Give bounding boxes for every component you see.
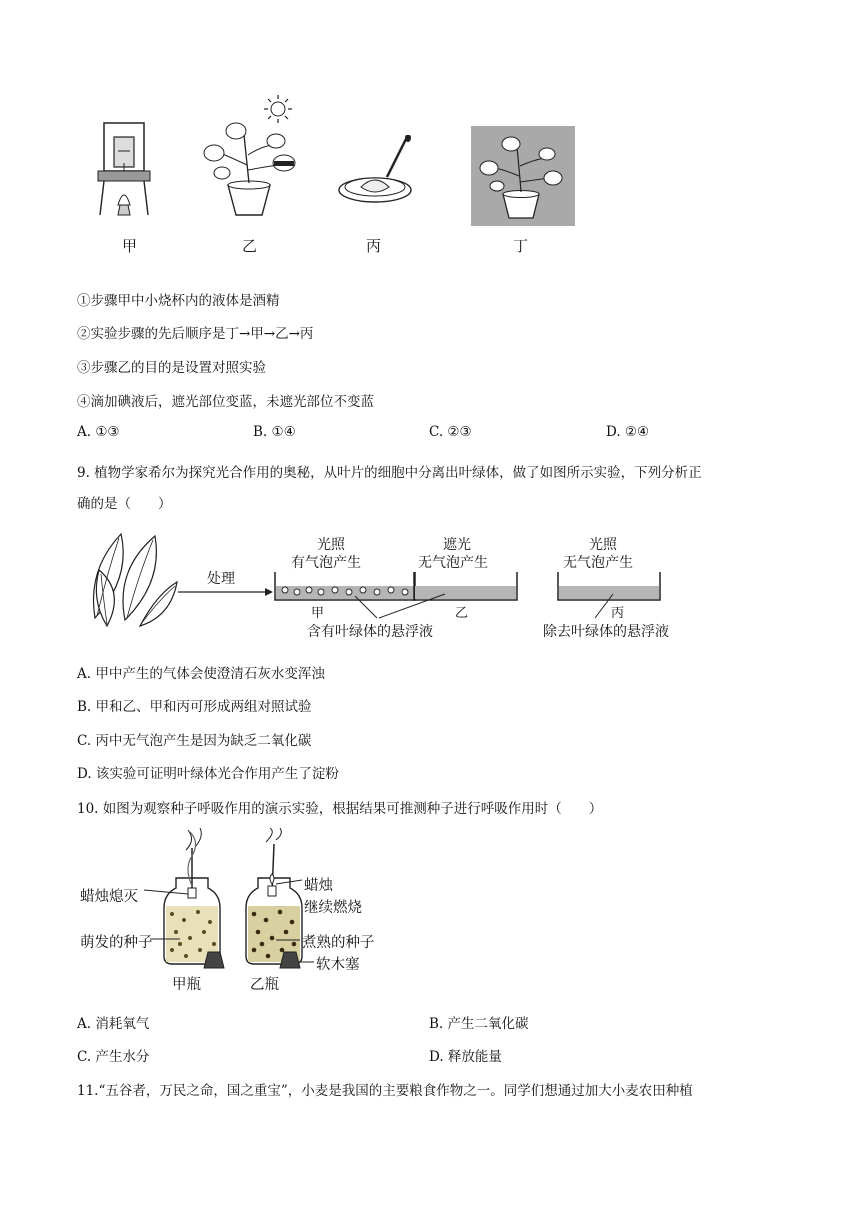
label-bottle-jia: 甲瓶 <box>172 977 201 993</box>
dish-jia-middle: 有气泡产生 <box>291 555 361 571</box>
dish-bing-bottom: 丙 <box>611 606 625 621</box>
label-with-chloroplast: 含有叶绿体的悬浮液 <box>307 624 433 640</box>
dish-yi-bottom: 乙 <box>455 606 469 621</box>
step-ding-illustration <box>471 126 575 226</box>
step-bing-illustration <box>335 135 420 215</box>
figure-seed-respiration <box>80 828 390 998</box>
q8-option-d[interactable]: D. ②④ <box>606 424 650 440</box>
q8-statement-4: ④滴加碘液后，遮光部位变蓝，未遮光部位不变蓝 <box>77 394 374 410</box>
q9-stem-line2: 确的是（ ） <box>77 496 172 512</box>
figure-hill-experiment <box>85 530 685 645</box>
q8-option-c[interactable]: C. ②③ <box>429 424 472 440</box>
q9-option-a[interactable]: A. 甲中产生的气体会使澄清石灰水变浑浊 <box>77 666 325 682</box>
step-ding-label: 丁 <box>513 237 529 255</box>
q9-option-c[interactable]: C. 丙中无气泡产生是因为缺乏二氧化碳 <box>77 733 312 749</box>
dish-bing-middle: 无气泡产生 <box>563 555 633 571</box>
label-germinating-seeds: 萌发的种子 <box>80 935 153 951</box>
label-boiled-seeds: 煮熟的种子 <box>302 935 375 951</box>
label-candle-out: 蜡烛熄灭 <box>80 889 138 905</box>
step-yi-illustration <box>200 95 310 220</box>
process-label: 处理 <box>207 571 235 587</box>
step-yi-label: 乙 <box>242 237 258 255</box>
step-jia-label: 甲 <box>122 237 138 255</box>
dish-jia-bottom: 甲 <box>311 606 325 621</box>
q11-stem: 11.“五谷者，万民之命，国之重宝”，小麦是我国的主要粮食作物之一。同学们想通过加大小麦农田种植 <box>77 1083 693 1099</box>
q8-statement-3: ③步骤乙的目的是设置对照实验 <box>77 360 266 376</box>
dish-yi-middle: 无气泡产生 <box>418 555 488 571</box>
label-keeps-burning: 继续燃烧 <box>304 900 362 916</box>
q9-option-b[interactable]: B. 甲和乙、甲和丙可形成两组对照试验 <box>77 699 312 715</box>
q10-stem: 10. 如图为观察种子呼吸作用的演示实验，根据结果可推测种子进行呼吸作用时（ ） <box>77 801 603 817</box>
q10-option-b[interactable]: B. 产生二氧化碳 <box>429 1016 529 1032</box>
q8-statement-1: ①步骤甲中小烧杯内的液体是酒精 <box>77 293 280 309</box>
q9-stem-line1: 9. 植物学家希尔为探究光合作用的奥秘，从叶片的细胞中分离出叶绿体，做了如图所示实验，下列分析正 <box>77 465 702 481</box>
label-bottle-yi: 乙瓶 <box>250 977 279 993</box>
label-cork: 软木塞 <box>316 957 360 973</box>
dish-yi-top: 遮光 <box>443 537 471 553</box>
q10-option-c[interactable]: C. 产生水分 <box>77 1049 150 1065</box>
dish-jia-top: 光照 <box>317 537 345 553</box>
step-jia-illustration <box>90 115 160 225</box>
label-without-chloroplast: 除去叶绿体的悬浮液 <box>543 624 669 640</box>
q9-option-d[interactable]: D. 该实验可证明叶绿体光合作用产生了淀粉 <box>77 766 339 782</box>
q10-option-d[interactable]: D. 释放能量 <box>429 1049 502 1065</box>
dish-bing-top: 光照 <box>589 537 617 553</box>
q8-option-a[interactable]: A. ①③ <box>77 424 120 440</box>
label-candle: 蜡烛 <box>304 878 333 894</box>
q10-option-a[interactable]: A. 消耗氧气 <box>77 1016 150 1032</box>
step-bing-label: 丙 <box>366 237 382 255</box>
q8-statement-2: ②实验步骤的先后顺序是丁→甲→乙→丙 <box>77 326 314 342</box>
figure-leaf-starch-steps <box>90 90 590 265</box>
q8-option-b[interactable]: B. ①④ <box>253 424 296 440</box>
